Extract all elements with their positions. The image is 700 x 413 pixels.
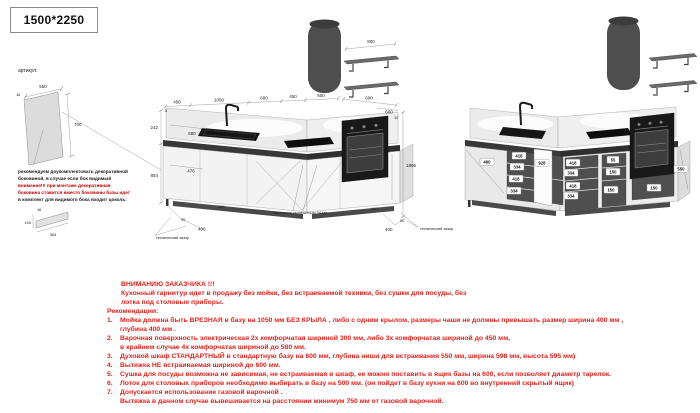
item-text: Вытяжка НЕ встраиваемая шириной до 600 мм. — [120, 362, 281, 369]
item-number: 2. — [107, 335, 113, 342]
dim-label: 854 — [150, 173, 158, 178]
svg-text:150: 150 — [607, 187, 615, 193]
side-note-line: боковиной, в случае если бок видимый — [18, 176, 112, 181]
dim-label: 400 — [385, 227, 393, 232]
svg-text:460: 460 — [483, 159, 491, 165]
dim-badge — [606, 168, 620, 175]
open-view — [465, 17, 697, 217]
dim-label: 450 — [289, 94, 297, 100]
dim-label: 680 — [188, 131, 196, 136]
dim-label: 450 — [173, 99, 181, 105]
svg-text:150: 150 — [609, 169, 617, 175]
artikul-label: артикул: — [18, 68, 38, 74]
plinth-length-dim: 384 — [49, 232, 57, 237]
plinth-shape — [36, 212, 68, 228]
dim-label: 400 — [198, 226, 206, 232]
hood-top — [609, 17, 639, 26]
svg-text:418: 418 — [512, 176, 520, 182]
notice-item — [100, 370, 696, 379]
notice-intro-line: Кухонный гарнитур идет в продажу без мойки, без встраиваемой техники, без сушки для посуды, без — [121, 290, 467, 297]
item-text: Допускается использование газовой варочной . — [120, 389, 283, 396]
svg-text:334: 334 — [513, 164, 521, 170]
item-number: 6. — [107, 380, 113, 387]
item-number: 3. — [107, 353, 113, 360]
hood-icon — [607, 18, 640, 90]
shelf-width-dim: 800 — [367, 39, 375, 44]
dim-badge — [480, 158, 494, 165]
svg-text:418: 418 — [515, 153, 523, 159]
top-dim-chain — [165, 99, 338, 107]
side-panel-drawing — [16, 68, 161, 237]
svg-text:334: 334 — [567, 193, 575, 199]
dim-label: 600 — [260, 95, 268, 101]
dim-badge — [647, 184, 661, 191]
oven-icon — [630, 113, 674, 179]
dim-badge — [507, 187, 521, 194]
item-number: 7. — [107, 389, 113, 396]
item-number: 5. — [107, 371, 113, 378]
notice-item-continuation — [100, 397, 696, 406]
overhang-label: нависание столешницы 34 мм — [272, 210, 328, 215]
dim-label: 5 — [165, 108, 168, 113]
dim-badge — [566, 182, 580, 189]
notice-item-continuation — [100, 325, 696, 334]
panel-height-dim: 700 — [74, 122, 82, 127]
item-number: 1. — [107, 317, 113, 324]
notice-item — [100, 388, 696, 397]
notice-title: ВНИМАНИЮ ЗАКАЗЧИКА !!! — [121, 281, 215, 288]
cabinet-side-panel — [400, 144, 413, 203]
notice-item — [100, 334, 696, 343]
item-text: Варочная поверхность электрическая 2х комфорчатая шириной 300 мм, либо 3х комфорчатая шириной до 450 мм, — [120, 335, 511, 342]
dim-label: 90 — [400, 218, 405, 223]
dim-badge — [566, 159, 580, 166]
side-panel-shape — [24, 92, 63, 165]
dim-badge — [604, 186, 618, 193]
dim-badge — [510, 163, 524, 170]
customer-notice — [100, 280, 696, 406]
svg-text:550: 550 — [677, 166, 685, 172]
item-number: 4. — [107, 362, 113, 369]
panel-width-dim: 550 — [39, 84, 47, 89]
svg-text:150: 150 — [650, 185, 658, 191]
side-note-line: боковина ставится вместо боковины базы идет — [18, 190, 131, 195]
side-note-line: рекомендуем доукомплектовать декоративной — [18, 169, 128, 174]
panel-thickness-dim: 16 — [16, 92, 21, 97]
dim-label: 1050 — [213, 97, 225, 103]
item-text: Лоток для столовых приборов необходимо выбирать в базу на 500 мм. (он пойдет в базу кухни на 600 во внутренний скрытый ящик) — [120, 380, 575, 387]
hood-top — [310, 20, 340, 29]
plinth-thickness-dim: 16 — [37, 207, 42, 212]
dim-label: 100 — [371, 206, 378, 211]
cabinet-leg — [468, 200, 471, 207]
dim-badge — [674, 165, 688, 172]
side-note-line: в комплект для видимого бока входит цоколь: — [18, 197, 127, 202]
dim-label: 600 — [317, 92, 325, 98]
dim-label: 90 — [181, 217, 186, 222]
plinth-height-dim: 100 — [24, 220, 31, 225]
notice-item — [100, 361, 696, 370]
wall-shelf-icon — [344, 56, 399, 71]
dim-badge — [564, 192, 578, 199]
item-text: глубина 400 мм . — [120, 326, 176, 333]
open-door — [534, 149, 552, 206]
wall-shelf-icon — [649, 81, 697, 96]
tech-gap-label: технический зазор — [156, 235, 190, 240]
notice-intro-line: лотка под столовые приборы. — [121, 299, 224, 306]
dim-badge — [509, 175, 523, 182]
side-note-line: внимание!!! при монтаже декоративная — [18, 183, 111, 188]
shelf-width-dimline — [346, 44, 395, 49]
cabinet-leg — [166, 199, 169, 206]
dim-badge — [564, 169, 578, 176]
dim-badge — [512, 152, 526, 159]
item-text: Духовой шкаф СТАНДАРТНЫЙ в стандартную базу на 600 мм, глубина ниши для встраивания 550 мм, ширина 598 мм, высота 595 мм) — [120, 353, 576, 360]
recommendations-label: Рекомендации: — [107, 308, 159, 315]
item-text: Мойка должна быть ВРЕЗНАЯ в базу на 1050 мм БЕЗ КРЫЛА , либо с одним крылом, размеры чаши не должны превышать размер ширина 400 мм , — [120, 317, 624, 324]
svg-text:55: 55 — [610, 157, 616, 163]
tech-gap-label: технический зазор — [420, 226, 454, 231]
dim-badge — [607, 156, 619, 163]
notice-item — [100, 379, 696, 388]
svg-text:418: 418 — [569, 160, 577, 166]
leader-line — [62, 112, 161, 170]
wall-shelf-icon — [649, 54, 697, 69]
dim-label: 600 — [365, 95, 373, 101]
dim-label: 100 — [218, 204, 225, 209]
hood-icon — [308, 21, 341, 93]
dim-label: 476 — [187, 168, 195, 174]
notice-item-continuation — [100, 343, 696, 352]
dim-label: 242 — [150, 125, 158, 130]
dim-label: 600 — [385, 109, 393, 115]
dim-label: 1896 — [406, 163, 417, 168]
closed-view — [150, 20, 453, 241]
svg-text:418: 418 — [569, 183, 577, 189]
notice-item — [100, 316, 696, 325]
svg-text:928: 928 — [538, 160, 546, 166]
svg-text:334: 334 — [510, 188, 518, 194]
notice-item — [100, 352, 696, 361]
svg-text:334: 334 — [567, 170, 575, 176]
dim-badge — [535, 159, 549, 166]
item-text: в крайнем случае 4х комфорчатая шириной до 580 мм. — [120, 344, 306, 351]
dim-label: 10 — [394, 115, 399, 120]
plinth-drawing — [25, 207, 69, 237]
item-text: Сушка для посуды возможна не зависимая, не встраиваемая в шкаф, ее можно поставить в ящик базы на 600, если позволяет диаметр тарелок. — [120, 371, 612, 378]
panel-height-dimline — [67, 94, 71, 156]
sheet-size-label: 1500*2250 — [23, 13, 85, 27]
item-text: Вытяжка в данном случае вывешивается на расстоянии минимум 750 мм от газовой варочной. — [120, 398, 444, 405]
dim-label: 566 — [379, 170, 387, 175]
